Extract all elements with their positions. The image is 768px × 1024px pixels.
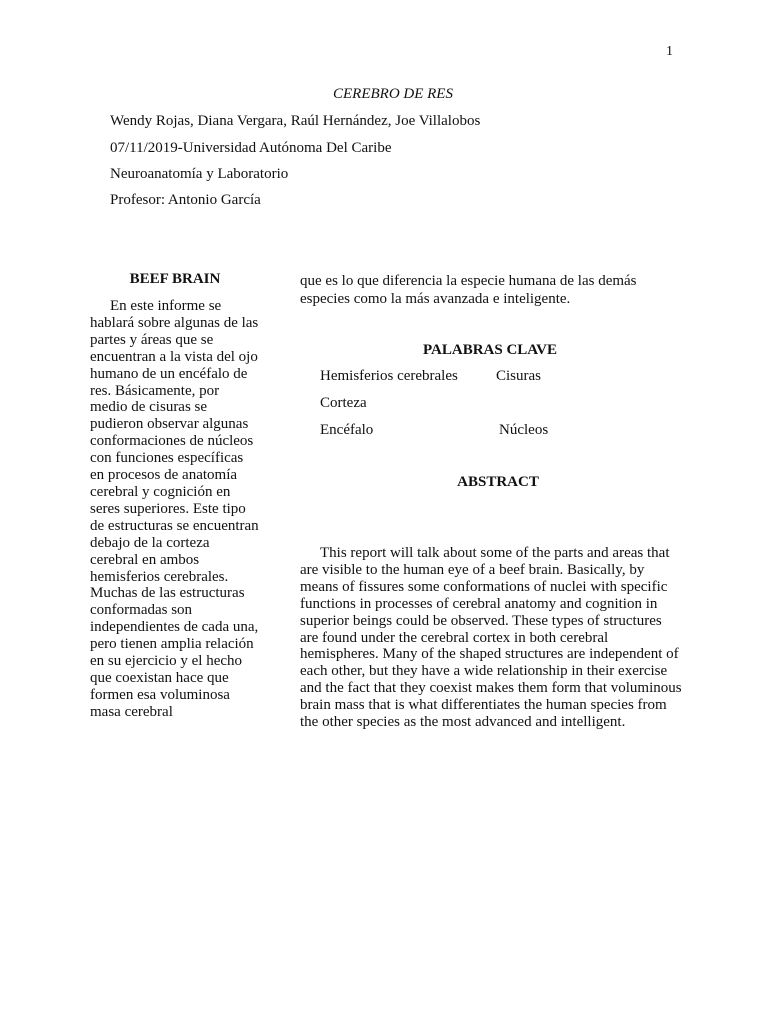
keyword-item: Encéfalo [320,422,374,438]
keyword-item: Cisuras [496,368,541,384]
date-university-line: 07/11/2019-Universidad Autónoma Del Caribe [110,140,392,156]
left-column-heading: BEEF BRAIN [129,271,221,287]
professor-line: Profesor: Antonio García [110,192,261,208]
abstract-body: This report will talk about some of the parts and areas that are visible to the human eye of a beef brain. Basically, by means of fissures some conformations of nuclei with specific functions in processes of cerebral anatomy and cognition in superior beings could be observed. These types of structures are found under the cerebral cortex in both cerebral hemispheres. Many of the shaped structures are independent of each other, but they have a wide relationship in their exercise and the fact that they coexist makes them form that voluminous brain mass that is what differentiates the human species from the other species as the most advanced and intelligent. [300,545,682,731]
document-title: CEREBRO DE RES [333,86,453,102]
abstract-heading: ABSTRACT [457,474,539,490]
keywords-heading: PALABRAS CLAVE [422,342,558,358]
continuation-text: que es lo que diferencia la especie humana de las demás especies como la más avanzada e inteligente. [300,273,637,307]
keyword-item: Hemisferios cerebrales [320,368,458,384]
keyword-item: Núcleos [499,422,549,438]
page-number: 1 [666,44,673,59]
right-column-continuation [300,272,680,308]
left-column [90,270,260,721]
left-column-body: En este informe se hablará sobre algunas de las partes y áreas que se encuentran a la vista del ojo humano de un encéfalo de res. Básicamente, por medio de cisuras se pudieron observar algunas conformaciones de núcleos con funciones específicas en procesos de anatomía cerebral y cognición en seres superiores. Este tipo de estructuras se encuentran debajo de la corteza cerebral en ambos hemisferios cerebrales. Muchas de las estructuras conformadas son independientes de cada una, pero tienen amplia relación en su ejercicio y el hecho que coexistan hace que formen esa voluminosa masa cerebral [90,298,259,720]
authors-line: Wendy Rojas, Diana Vergara, Raúl Hernández, Joe Villalobos [110,113,481,129]
keyword-item: Corteza [320,395,367,411]
course-line: Neuroanatomía y Laboratorio [110,166,289,182]
